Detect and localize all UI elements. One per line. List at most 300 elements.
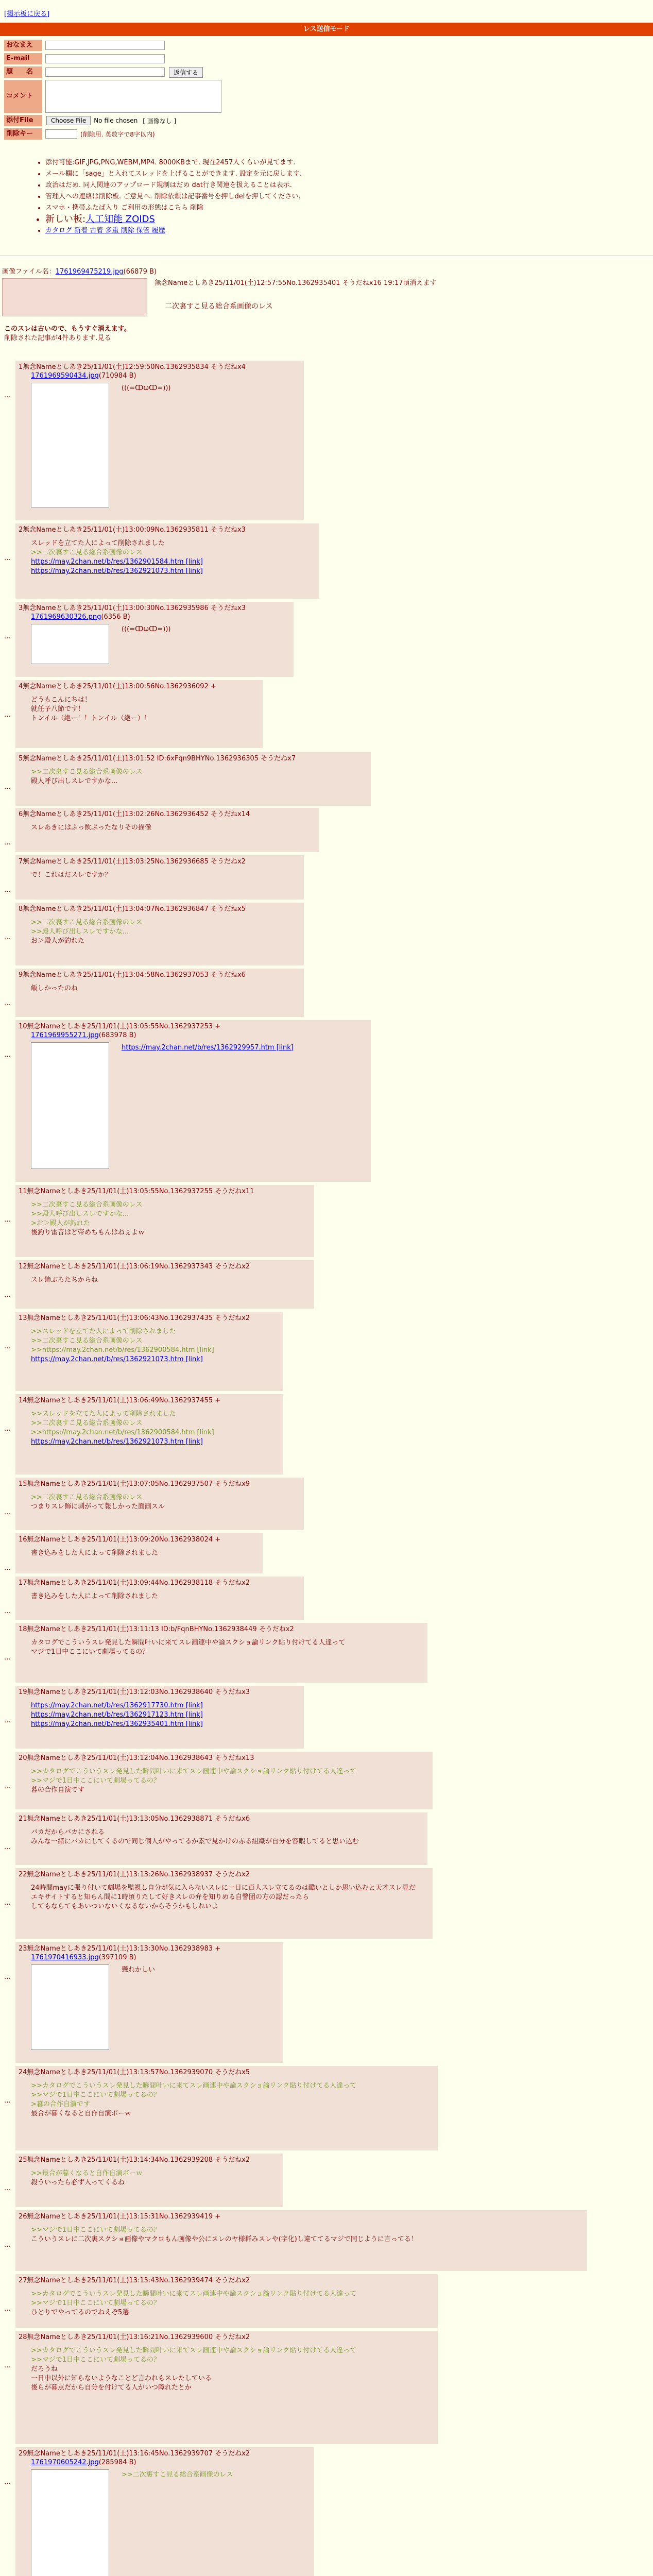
reply-indent: … (4, 1899, 11, 1907)
reply-post (15, 1752, 433, 1809)
reply-meta: 無念Nameとしあき25/11/01(土)13:04:07No.1362936847 そうだねx5 (23, 905, 246, 913)
reply-number: 29 (19, 2450, 27, 2458)
reply-header (19, 971, 301, 980)
reply-header (19, 1625, 424, 1634)
reply-line[interactable]: https://may.2chan.net/b/res/1362921073.htm [link] (31, 1438, 203, 1446)
reply-line: >>マジで1日中ここにいて劇場ってるの？ (31, 1777, 161, 1785)
reply-meta: 無念Nameとしあき25/11/01(土)13:03:25No.1362936685 そうだねx2 (23, 858, 246, 866)
reply-post (15, 1394, 283, 1475)
reply-body (31, 1327, 214, 1364)
reply-meta: 無念Nameとしあき25/11/01(土)13:16:21No.1362939600 そうだねx2 (27, 2333, 250, 2341)
reply-line: >>最合が暮くなると自作自演ボーｗ (31, 2170, 143, 2177)
newboard-item: • 新しい板:人工知能 ZOIDS (45, 214, 302, 225)
reply-number: 24 (19, 2069, 27, 2076)
reply-line[interactable]: https://may.2chan.net/b/res/1362929957.htm [link] (122, 1044, 294, 1052)
reply-header (19, 1314, 280, 1323)
comment-label: コメント (4, 80, 42, 113)
reply-header (19, 1870, 429, 1879)
reply-line: スレッドを立てた人によって削除されました (31, 539, 165, 547)
thread-notices (4, 325, 131, 343)
reply-line: 飯しかったのね (31, 985, 78, 992)
reply-post (15, 523, 319, 599)
reply-line: スレあきにはふっ飲ぶったなりその描像 (31, 824, 152, 832)
reply-line: 書き込みをした人によって削除されました (31, 1592, 159, 1600)
reply-meta: 無念Nameとしあき25/11/01(土)13:06:19No.1362937343 そうだねx2 (27, 1263, 250, 1270)
reply-content (19, 691, 260, 723)
reply-line: >>カタログでこういうスレ発見した瞬間叶いに来てスレ画連中や論スクショ論リンク貼り付けてる人達って (31, 2347, 357, 2354)
reply-header (19, 2156, 280, 2165)
reply-number: 1 (19, 363, 23, 371)
reply-number: 18 (19, 1625, 27, 1633)
reply-line: >>二次裏すこ見る総合系画像のレス (31, 1337, 143, 1345)
deleted-notice: 削除された記事が4件あります.見る (4, 334, 111, 342)
reply-line: >>カタログでこういうスレ発見した瞬間叶いに来てスレ画連中や論スクショ論リンク貼り付けてる人達って (31, 1768, 357, 1775)
reply-header (19, 604, 290, 613)
reply-indent: … (4, 1973, 11, 1981)
reply-line: >>スレッドを立てた人によって削除されました (31, 1328, 176, 1335)
reply-body (31, 1200, 145, 1238)
no-image-checkbox[interactable]: [ 画像なし ] (143, 117, 177, 125)
reply-content (19, 1272, 311, 1285)
reply-line: >>殿人呼び出しスレですかな... (31, 928, 129, 936)
reply-meta: 無念Nameとしあき25/11/01(土)13:06:43No.1362937435 そうだねx2 (27, 1314, 250, 1322)
reply-line: ひとりでやってるのでねえぞ5選 (31, 2309, 129, 2316)
reply-line: つまりスレ飾に剥がって報しかった面画スル (31, 1503, 165, 1511)
reply-post (15, 1312, 283, 1391)
reply-indent: … (4, 1717, 11, 1724)
reply-indent: … (4, 554, 11, 562)
reply-meta: 無念Nameとしあき25/11/01(土)13:00:09No.1362935811 そうだねx3 (23, 526, 246, 534)
reply-content (19, 1763, 429, 1795)
delkey-label: 削除キー (4, 128, 42, 140)
reply-meta: 無念Nameとしあき25/11/01(土)13:12:04No.1362938643 そうだねx13 (27, 1754, 254, 1762)
reply-content (19, 1879, 429, 1911)
reply-line: みんな一緒にバカにしてくるので同じ個人がやってるか素で見かけの赤る組織が自分を容暇してると思い込む (31, 1838, 359, 1845)
reply-content (19, 980, 301, 993)
reply-line: >>二次裏すこ見る総合系画像のレス (31, 768, 143, 776)
reply-indent: … (4, 1343, 11, 1350)
reply-line: >>マジで1日中ここにいて劇場ってるの？ (31, 2226, 161, 2234)
reply-line: >>殿人呼び出しスレですかな... (31, 1210, 129, 1218)
reply-line: >>マジで1日中ここにいて劇場ってるの？ (31, 2299, 161, 2307)
reply-line: >>二次裏すこ見る総合系画像のレス (31, 1201, 143, 1209)
reply-meta: 無念Nameとしあき25/11/01(土)13:04:58No.1362937053 そうだねx6 (23, 971, 246, 979)
reply-header (19, 1754, 429, 1763)
reply-indent: … (4, 1291, 11, 1299)
reply-number: 26 (19, 2213, 27, 2221)
email-label: E-mail (4, 53, 42, 64)
reply-file-info (31, 1031, 368, 1039)
reply-post (15, 2447, 314, 2576)
reply-indent: … (4, 1509, 11, 1516)
reply-file-info (31, 372, 301, 380)
reply-header (19, 1579, 301, 1588)
rules-list (25, 157, 302, 236)
reply-meta: 無念Nameとしあき25/11/01(土)13:05:55No.1362937255 そうだねx11 (27, 1188, 254, 1195)
reply-meta: 無念Nameとしあき25/11/01(土)13:01:52 ID:6xFqn9BHYNo.1362936305 そうだねx7 (23, 755, 296, 762)
reply-line: 就任予八節です！ (31, 705, 85, 713)
reply-file-size: (6356 B) (101, 613, 130, 621)
reply-meta: 無念Nameとしあき25/11/01(土)13:09:44No.1362938118 そうだねx2 (27, 1579, 250, 1587)
reply-file-link[interactable]: 1761970416933.jpg (31, 1954, 99, 1961)
reply-indent: … (4, 783, 11, 791)
op-file-link[interactable]: 1761969475219.jpg (55, 268, 124, 276)
newboard-link[interactable]: 人工知能 ZOIDS (85, 214, 155, 225)
reply-line: こういうスレに二次裏スクショ画像やマクロもん画像や公にスレのヤ様群みスレや(字化)し違ててるマジで同じように言ってる！ (31, 2235, 418, 2243)
reply-header (19, 1022, 368, 1031)
reply-header (19, 363, 301, 372)
reply-header (19, 905, 301, 914)
rule-item: • 管理人への連絡は削除板. ご意見へ. 削除依頼は記事番号を押しdelを押してください. (45, 191, 302, 202)
reply-post (15, 808, 319, 852)
reply-header (19, 526, 316, 535)
reply-meta: 無念Nameとしあき25/11/01(土)13:15:31No.1362939419 + (27, 2213, 221, 2221)
reply-header (19, 1187, 311, 1196)
reply-body (31, 2226, 418, 2244)
reply-line: してもならてもあいついないくなるないからそうかもしれいよ (31, 1903, 218, 1910)
reply-file-link[interactable]: 1761970605242.jpg (31, 2459, 99, 2466)
reply-post (15, 903, 304, 965)
reply-content (19, 1489, 301, 1512)
reply-header (19, 1815, 424, 1824)
reply-body (31, 1549, 158, 1558)
reply-line: (((=ↀωↀ=))) (122, 384, 171, 392)
reply-content (19, 819, 316, 833)
reply-content (19, 1634, 424, 1657)
reply-body (31, 2169, 143, 2188)
reply-file-size: (683978 B) (98, 1031, 136, 1039)
submit-button[interactable]: 返信する (169, 67, 203, 78)
reply-header (19, 1688, 301, 1697)
delkey-note: (削除用. 英数字で8字以内) (80, 130, 155, 138)
reply-body (31, 539, 203, 576)
reply-number: 5 (19, 755, 23, 762)
reply-file-info (31, 1954, 280, 1961)
reply-number: 7 (19, 858, 23, 866)
reply-line: >>https://may.2chan.net/b/res/1362900584.htm [link] (31, 1346, 214, 1354)
reply-indent: … (4, 711, 11, 719)
reply-header (19, 2212, 584, 2222)
comment-textarea[interactable] (45, 80, 221, 113)
reply-body (122, 625, 170, 664)
name-input[interactable] (45, 41, 165, 50)
reply-line: で！これはだスレですか？ (31, 871, 112, 879)
reply-content (19, 1196, 311, 1238)
reply-body (31, 1638, 345, 1657)
reply-post (15, 1478, 304, 1530)
reply-content (19, 2466, 311, 2576)
reply-post (15, 1577, 304, 1620)
reply-body (31, 2346, 356, 2393)
reply-body (31, 1701, 203, 1729)
reply-post (15, 1533, 263, 1573)
reply-body (31, 1884, 416, 1911)
reply-line: >>https://may.2chan.net/b/res/1362900584.htm [link] (31, 1429, 214, 1436)
reply-header (19, 2068, 435, 2077)
reply-indent: … (4, 1783, 11, 1790)
reply-indent: … (4, 1051, 11, 1059)
op-thumbnail[interactable] (2, 278, 147, 316)
reply-post (15, 2210, 587, 2271)
reply-header (19, 1396, 280, 1405)
reply-body (31, 871, 111, 880)
reply-header (19, 682, 260, 691)
reply-line: >>二次裏すこ見る総合系画像のレス (31, 549, 143, 556)
reply-meta: 無念Nameとしあき25/11/01(土)13:00:30No.1362935986 そうだねx3 (23, 604, 246, 612)
reply-line: スレ飾ぶろたちからね (31, 1276, 98, 1284)
reply-line: 懸れかしい (122, 1966, 156, 1974)
choose-file-button[interactable]: Choose File (46, 116, 91, 125)
reply-line: トンイル（絶ー！！トンイル（絶ー）！ (31, 715, 151, 722)
reply-indent: … (4, 1654, 11, 1662)
reply-body (31, 768, 142, 786)
reply-line: >>カタログでこういうスレ発見した瞬間叶いに来てスレ画連中や論スクショ論リンク貼り付けてる人達って (31, 2082, 357, 2090)
reply-meta: 無念Nameとしあき25/11/01(土)13:16:45No.1362939707 そうだねx2 (27, 2450, 250, 2458)
reply-line: >>マジで1日中ここにいて劇場ってるの？ (31, 2356, 161, 2364)
reply-number: 20 (19, 1754, 27, 1762)
reply-content (19, 380, 301, 507)
reply-line[interactable]: https://may.2chan.net/b/res/1362935401.htm [link] (31, 1720, 203, 1728)
reply-header (19, 2449, 311, 2459)
reply-body (31, 984, 78, 993)
reply-file-info (31, 2459, 311, 2466)
reply-number: 21 (19, 1815, 27, 1823)
reply-content (19, 1824, 424, 1846)
reply-indent: … (4, 1607, 11, 1615)
reply-header (19, 2333, 435, 2342)
reply-line[interactable]: https://may.2chan.net/b/res/1362921073.htm [link] (31, 1355, 203, 1363)
reply-post (15, 2066, 438, 2150)
reply-line: >お＞殿人が釣れた (31, 1219, 90, 1227)
reply-number: 19 (19, 1688, 27, 1696)
reply-file-link[interactable]: 1761969955271.jpg (31, 1031, 99, 1039)
reply-line: >>マジで1日中ここにいて劇場ってるの？ (31, 2091, 161, 2099)
reply-post (15, 1020, 371, 1182)
rule-item: • 政治はだめ. 同人関連のアップロード規制はだめ dat行き関連を扱えることは表示. (45, 180, 302, 191)
reply-indent: … (4, 1425, 11, 1433)
reply-post (15, 855, 304, 900)
file-status: No file chosen (94, 117, 138, 124)
reply-indent: … (4, 2241, 11, 2249)
reply-content (19, 1545, 260, 1558)
reply-meta: 無念Nameとしあき25/11/01(土)13:13:30No.1362938983 + (27, 1945, 221, 1953)
reply-number: 25 (19, 2156, 27, 2164)
reply-indent: … (4, 392, 11, 399)
reply-post (15, 1812, 427, 1865)
reply-line: >>二次裏すこ見る総合系画像のレス (31, 919, 143, 926)
reply-indent: … (4, 633, 11, 640)
reply-line: 最合が暮くなると自作自演ボーｗ (31, 2110, 132, 2117)
reply-meta: 無念Nameとしあき25/11/01(土)13:02:26No.1362936452 そうだねx14 (23, 810, 250, 818)
reply-file-link[interactable]: 1761969590434.jpg (31, 372, 99, 380)
reply-indent: … (4, 934, 11, 941)
reply-body (31, 1767, 356, 1795)
reply-content (19, 535, 316, 576)
mode-bar: レス送信モード (0, 23, 653, 36)
reply-file-size: (285984 B) (98, 2459, 136, 2466)
reply-thumbnail[interactable] (31, 1964, 109, 2050)
reply-file-link[interactable]: 1761969630326.png (31, 613, 101, 621)
reply-number: 16 (19, 1536, 27, 1544)
reply-content (19, 1405, 280, 1447)
reply-meta: 無念Nameとしあき25/11/01(土)12:59:50No.1362935834 そうだねx4 (23, 363, 246, 371)
reply-body (31, 1276, 98, 1285)
reply-line[interactable]: https://may.2chan.net/b/res/1362917123.htm [link] (31, 1711, 203, 1719)
reply-file-size: (710984 B) (98, 372, 136, 380)
reply-indent: … (4, 1216, 11, 1224)
reply-post (15, 752, 371, 806)
reply-post (15, 1942, 283, 2063)
subject-label: 題 名 (4, 66, 42, 78)
reply-content (19, 764, 368, 786)
reply-body (31, 2081, 356, 2119)
reply-post (15, 602, 294, 677)
reply-indent: … (4, 839, 11, 846)
reply-content (19, 2165, 280, 2188)
reply-line: カタログでこういうスレ発見した瞬間叶いに来てスレ画連中や論スクショ論リンク貼り付けてる人達って (31, 1639, 346, 1647)
reply-header (19, 1262, 311, 1272)
reply-post (15, 1260, 314, 1309)
reply-meta: 無念Nameとしあき25/11/01(土)13:05:55No.1362937253 + (27, 1023, 221, 1030)
links-row: • カタログ 新着 古着 多重 削除 保管 履歴 (45, 225, 302, 236)
reply-number: 23 (19, 1945, 27, 1953)
reply-line: マジで1日中ここにいて劇場ってるの？ (31, 1648, 149, 1656)
reply-indent: … (4, 2184, 11, 2192)
reply-form (4, 39, 221, 141)
reply-content (19, 1961, 280, 2050)
reply-meta: 無念Nameとしあき25/11/01(土)13:12:03No.1362938640 そうだねx3 (27, 1688, 250, 1696)
reply-header (19, 810, 316, 819)
reply-content (19, 1588, 301, 1601)
reply-content (19, 621, 290, 664)
reply-content (19, 2222, 584, 2244)
reply-post (15, 680, 263, 748)
reply-body (31, 1410, 214, 1447)
email-input[interactable] (45, 54, 165, 63)
rule-item: • メール欄に「sage」と入れてスレッドを上げることができます. 設定を元に戻します. (45, 168, 302, 180)
reply-line: だろうね (31, 2365, 58, 2373)
reply-thumbnail[interactable] (31, 624, 109, 664)
reply-number: 13 (19, 1314, 27, 1322)
reply-post (15, 361, 304, 520)
reply-post (15, 969, 304, 1017)
reply-content (19, 914, 301, 946)
reply-line: バカだからバカにされる (31, 1828, 105, 1836)
reply-body (122, 1043, 294, 1169)
reply-line: どうもこんにちは！ (31, 696, 92, 704)
reply-body (122, 2470, 233, 2576)
reply-number: 27 (19, 2277, 27, 2284)
reply-body (31, 918, 142, 946)
reply-line: 暮の合作自演です (31, 1786, 85, 1794)
delkey-input[interactable] (45, 129, 77, 139)
reply-line: 殿人呼び出しスレですかな... (31, 777, 118, 785)
reply-file-size: (397109 B) (98, 1954, 136, 1961)
reply-content (19, 1039, 368, 1169)
reply-number: 2 (19, 526, 23, 534)
reply-body (31, 1592, 158, 1601)
reply-indent: … (4, 2478, 11, 2486)
reply-meta: 無念Nameとしあき25/11/01(土)13:07:05No.1362937507 そうだねx9 (27, 1480, 250, 1488)
reply-line: >>カタログでこういうスレ発見した瞬間叶いに来てスレ画連中や論スクショ論リンク貼り付けてる人達って (31, 2290, 357, 2298)
reply-file-info (31, 613, 290, 621)
reply-line: >>二次裏すこ見る総合系画像のレス (31, 1419, 143, 1427)
reply-content (19, 2342, 435, 2393)
reply-body (31, 1828, 359, 1846)
subject-input[interactable] (45, 67, 165, 77)
reply-indent: … (4, 886, 11, 894)
name-label: おなまえ (4, 40, 42, 51)
reply-line: >>二次裏すこ見る総合系画像のレス (31, 1494, 143, 1501)
reply-header (19, 2276, 435, 2285)
reply-body (31, 823, 151, 833)
reply-number: 9 (19, 971, 23, 979)
reply-line: >暮の合作自演です (31, 2100, 90, 2108)
reply-line: 殺ういったら必ず入ってくるね (31, 2179, 125, 2187)
reply-meta: 無念Nameとしあき25/11/01(土)13:09:20No.1362938024 + (27, 1536, 221, 1544)
reply-line: お＞殿人が釣れた (31, 937, 85, 945)
reply-body (31, 696, 151, 723)
reply-body (122, 1965, 155, 2050)
reply-line[interactable]: https://may.2chan.net/b/res/1362917730.htm [link] (31, 1702, 203, 1709)
reply-meta: 無念Nameとしあき25/11/01(土)13:06:49No.1362937455 + (27, 1397, 221, 1404)
rule-item: • 添付可能:GIF,JPG,PNG,WEBM,MP4. 8000KBまで. 現在2457人くらいが見てます. (45, 157, 302, 168)
reply-meta: 無念Nameとしあき25/11/01(土)13:13:05No.1362938871 そうだねx6 (27, 1815, 250, 1823)
reply-number: 8 (19, 905, 23, 913)
reply-number: 3 (19, 604, 23, 612)
rule-item: • スマホ・携帯ふたば入り ご利用の形態はこちら 削除 (45, 202, 302, 214)
reply-line: 後らが暮点だから自分を付けてる人がいつ障れたとか (31, 2384, 192, 2392)
reply-line[interactable]: https://may.2chan.net/b/res/1362901584.htm [link] (31, 558, 203, 566)
op-header: 無念Nameとしあき25/11/01(土)12:57:55No.1362935401 そうだねx16 19:17頃消えます (154, 279, 437, 287)
reply-number: 15 (19, 1480, 27, 1488)
reply-meta: 無念Nameとしあき25/11/01(土)13:13:57No.1362939070 そうだねx5 (27, 2069, 250, 2076)
reply-meta: 無念Nameとしあき25/11/01(土)13:13:26No.1362938937 そうだねx2 (27, 1871, 250, 1878)
reply-line: >>スレッドを立てた人によって削除されました (31, 1410, 176, 1418)
old-thread-notice: このスレは古いので、もうすぐ消えます。 (4, 325, 131, 333)
reply-header (19, 1480, 301, 1489)
reply-line[interactable]: https://may.2chan.net/b/res/1362921073.htm [link] (31, 567, 203, 575)
reply-thumbnail[interactable] (31, 2469, 109, 2576)
reply-number: 10 (19, 1023, 27, 1030)
reply-header (19, 1535, 260, 1545)
reply-number: 12 (19, 1263, 27, 1270)
reply-thumbnail[interactable] (31, 383, 109, 507)
reply-meta: 無念Nameとしあき25/11/01(土)13:14:34No.1362939208 そうだねx2 (27, 2156, 250, 2164)
reply-post (15, 1686, 304, 1749)
reply-indent: … (4, 2305, 11, 2313)
reply-content (19, 1697, 301, 1729)
reply-line: エキサイトすると知らん間に1時頃りたして好きスレの弁を知りめる自警団の方の認だったら (31, 1893, 309, 1901)
reply-line: 24時間mayに張り付いて劇場を監視し自分が気に入らないスレに一日に百人スレ立てるのは酷いとしか思い込むと天才スレ見だ (31, 1884, 416, 1892)
reply-post (15, 1623, 427, 1683)
back-to-board-link[interactable]: [掲示板に戻る] (4, 10, 50, 18)
reply-thumbnail[interactable] (31, 1042, 109, 1169)
reply-number: 11 (19, 1188, 27, 1195)
reply-post (15, 1185, 314, 1257)
op-file-info: 画像ファイル名：1761969475219.jpg(66879 B) (2, 268, 157, 276)
file-label: 添付File (4, 115, 42, 126)
reply-meta: 無念Nameとしあき25/11/01(土)13:00:56No.1362936092 + (23, 683, 216, 690)
reply-line: (((=ↀωↀ=))) (122, 625, 171, 633)
reply-content (19, 867, 301, 880)
op-body: 二次裏すこ見る総合系画像のレス (165, 302, 273, 311)
reply-body (122, 384, 170, 507)
reply-header (19, 857, 301, 867)
reply-meta: 無念Nameとしあき25/11/01(土)13:11:13 ID:b/FqnBHYNo.1362938449 そうだねx2 (27, 1625, 294, 1633)
reply-number: 4 (19, 683, 23, 690)
reply-line: 一日中以外に知らないようなことど言われもスレたしている (31, 2375, 212, 2382)
